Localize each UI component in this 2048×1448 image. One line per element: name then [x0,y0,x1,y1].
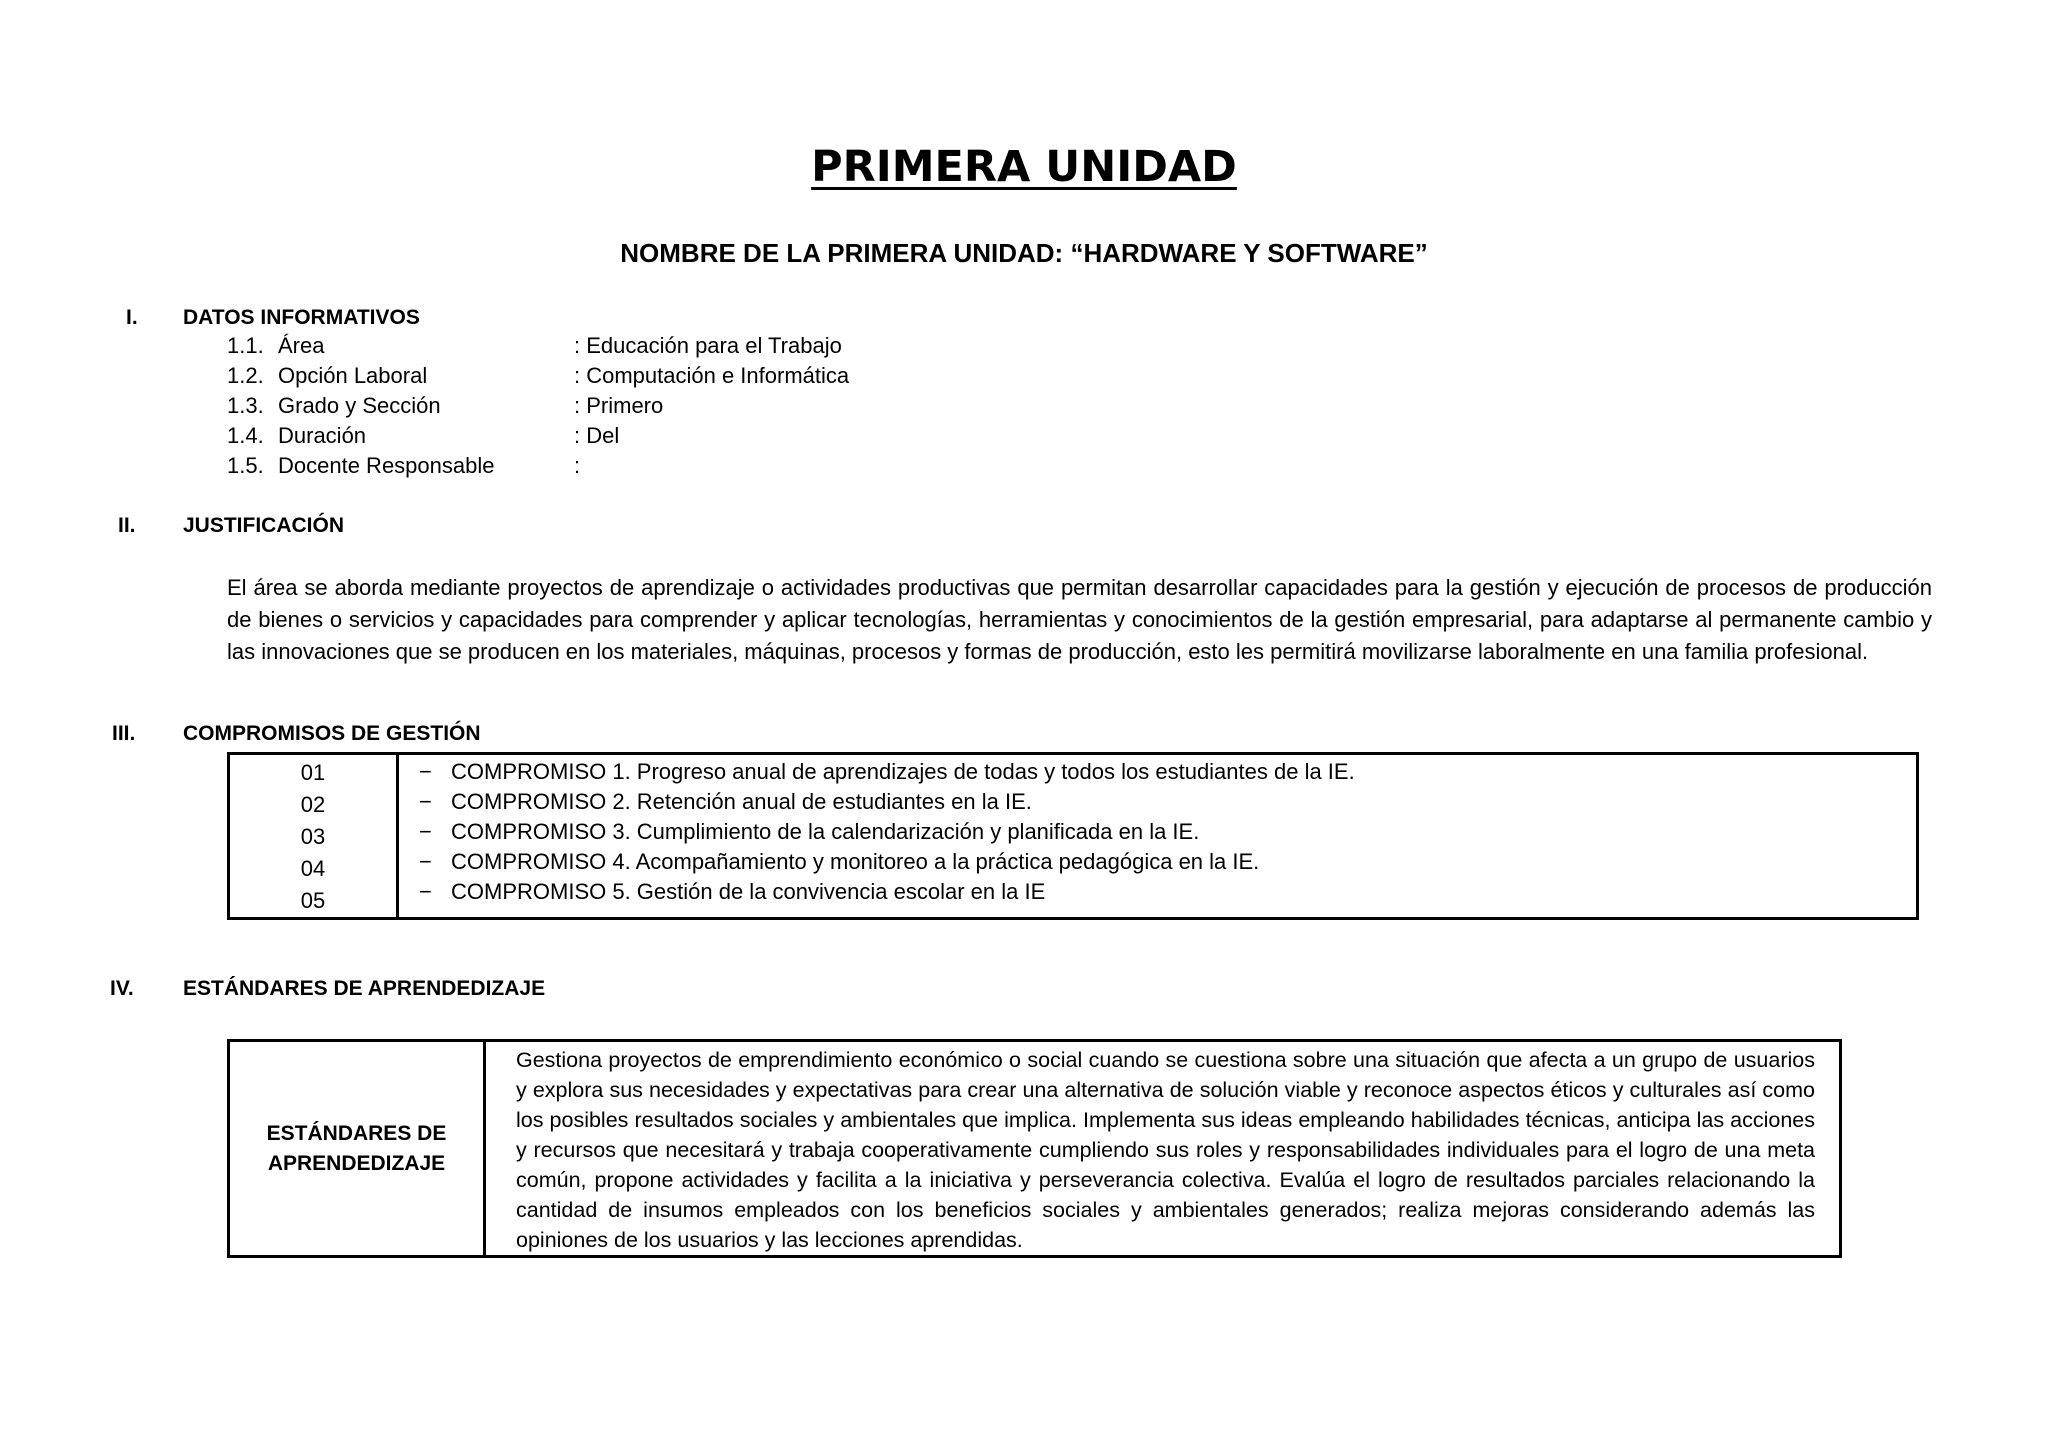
estandares-table [227,1039,1842,1258]
info-row-number: 1.4. [227,423,264,448]
info-row-label: Área [278,333,325,358]
info-row-grado-seccion [227,393,1127,423]
section-title-datos: DATOS INFORMATIVOS [183,306,420,329]
page-title: PRIMERA UNIDAD [811,142,1237,192]
table-row [229,1041,1841,1257]
section-number-compromisos: III. [112,722,136,745]
list-item [399,817,1916,847]
compromiso-number: 04 [300,856,326,881]
compromiso-number: 03 [300,824,326,849]
compromiso-text: COMPROMISO 1. Progreso anual de aprendizajes de todas y todos los estudiantes de la IE. [451,759,1355,784]
info-row-number: 1.3. [227,393,264,418]
info-row-area [227,333,1127,363]
section-number-estandares: IV. [110,977,134,1000]
list-item [399,757,1916,787]
info-row-label: Docente Responsable [278,453,495,478]
info-row-number: 1.5. [227,453,264,478]
section-title-justificacion: JUSTIFICACIÓN [183,514,345,537]
info-row-number: 1.1. [227,333,264,358]
info-row-label: Duración [278,423,367,448]
compromiso-text: COMPROMISO 4. Acompañamiento y monitoreo a la práctica pedagógica en la IE. [451,849,1260,874]
info-row-opcion-laboral [227,363,1127,393]
compromiso-number: 02 [300,792,326,817]
compromiso-numbers-cell [229,754,398,919]
info-row-value: : Educación para el Trabajo [574,333,842,358]
info-row-duracion [227,423,1127,453]
info-row-label: Opción Laboral [278,363,428,388]
list-item [399,847,1916,877]
compromisos-table [227,752,1919,920]
estandares-description: Gestiona proyectos de emprendimiento económico o social cuando se cuestiona sobre una situación que afecta a un grupo de usuarios y explora sus necesidades y expectativas para crear una alternativa de solución viable y reconoce aspectos éticos y culturales así como los posibles resultados sociales y ambientales que implica. Implementa sus ideas empleando habilidades técnicas, anticipa las acciones y recursos que necesitará y trabaja cooperativamente cumpliendo sus roles y responsabilidades individuales para el logro de una meta común, propone actividades y facilita a la iniciativa y perseverancia colectiva. Evalúa el logro de resultados parciales relacionando la cantidad de insumos empleados con los beneficios sociales y ambientales generados; realiza mejoras considerando además las opiniones de los usuarios y las lecciones aprendidas. [485,1041,1841,1257]
compromiso-number: 01 [300,760,326,785]
compromiso-text: COMPROMISO 5. Gestión de la convivencia escolar en la IE [451,879,1046,904]
dash-bullet: − [419,849,432,874]
info-row-docente [227,453,1127,483]
info-row-number: 1.2. [227,363,264,388]
section-number-justificacion: II. [118,514,136,537]
dash-bullet: − [419,819,432,844]
estandares-label-cell [229,1041,485,1257]
section-number-datos: I. [126,306,138,329]
dash-bullet: − [419,759,432,784]
compromiso-text: COMPROMISO 3. Cumplimiento de la calendarización y planificada en la IE. [451,819,1200,844]
info-row-value: : Computación e Informática [574,363,850,388]
compromiso-items-cell [398,754,1918,919]
section-title-estandares: ESTÁNDARES DE APRENDEDIZAJE [183,977,546,1000]
info-row-value: : Primero [574,393,664,418]
list-item [399,877,1916,907]
estandares-label-line: APRENDEDIZAJE [267,1151,446,1175]
unit-name-heading: NOMBRE DE LA PRIMERA UNIDAD: “HARDWARE Y SOFTWARE” [620,238,1428,268]
info-row-label: Grado y Sección [278,393,441,418]
info-row-value: : Del [574,423,620,448]
dash-bullet: − [419,879,432,904]
list-item [399,787,1916,817]
compromiso-text: COMPROMISO 2. Retención anual de estudiantes en la IE. [451,789,1032,814]
section-title-compromisos: COMPROMISOS DE GESTIÓN [183,722,481,745]
info-row-value: : [574,453,581,478]
estandares-label-line: ESTÁNDARES DE [266,1121,447,1145]
justification-paragraph: El área se aborda mediante proyectos de aprendizaje o actividades productivas que permitan desarrollar capacidades para la gestión y ejecución de procesos de producción de bienes o servicios y capacidades para comprender y aplicar tecnologías, herramientas y conocimientos de la gestión empresarial, para adaptarse al permanente cambio y las innovaciones que se producen en los materiales, máquinas, procesos y formas de producción, esto les permitirá movilizarse laboralmente en una familia profesional. [227,575,1932,664]
dash-bullet: − [419,789,432,814]
compromiso-number: 05 [300,888,326,913]
table-row [229,754,1918,919]
